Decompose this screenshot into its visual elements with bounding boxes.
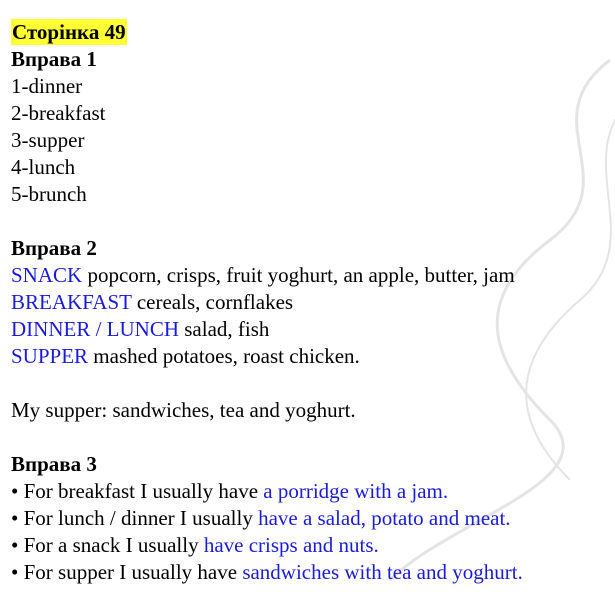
sentence-answer: have a salad, potato and meat. [258, 506, 511, 530]
exercise2-row [11, 289, 611, 316]
page-label: Сторінка 49 [12, 20, 126, 44]
sentence-answer: a porridge with a jam. [263, 479, 449, 503]
exercise2-row [11, 262, 611, 289]
food-items: cereals, cornflakes [131, 290, 294, 314]
exercise1-item: 4-lunch [11, 155, 76, 179]
sentence-start: • For supper I usually have [11, 560, 243, 584]
food-category: BREAKFAST [11, 290, 132, 314]
spacer [11, 370, 611, 397]
spacer [11, 208, 611, 235]
exercise3-sentence [11, 478, 611, 505]
sentence-start: • For lunch / dinner I usually [11, 506, 259, 530]
answer-page [11, 19, 611, 586]
exercise2-row [11, 343, 611, 370]
sentence-start: • For a snack I usually [11, 533, 204, 557]
food-category: SUPPER [11, 344, 89, 368]
exercise2-row [11, 316, 611, 343]
exercise2-heading: Вправа 2 [11, 236, 97, 260]
sentence-answer: sandwiches with tea and yoghurt. [242, 560, 523, 584]
food-items: popcorn, crisps, fruit yoghurt, an apple, butter, jam [82, 263, 515, 287]
exercise1-item: 5-brunch [11, 182, 87, 206]
food-items: salad, fish [179, 317, 270, 341]
food-items: mashed potatoes, roast chicken. [88, 344, 360, 368]
exercise3-sentence [11, 559, 611, 586]
exercise1-heading: Вправа 1 [11, 47, 97, 71]
food-category: SNACK [11, 263, 83, 287]
exercise3-sentence [11, 505, 611, 532]
spacer [11, 424, 611, 451]
exercise1-item: 2-breakfast [11, 101, 106, 125]
exercise1-item: 1-dinner [11, 74, 83, 98]
exercise1-item: 3-supper [11, 128, 85, 152]
exercise3-sentence [11, 532, 611, 559]
exercise3-heading: Вправа 3 [11, 452, 97, 476]
sentence-start: • For breakfast I usually have [11, 479, 264, 503]
my-supper-text: My supper: sandwiches, tea and yoghurt. [11, 398, 356, 422]
food-category: DINNER / LUNCH [11, 317, 179, 341]
sentence-answer: have crisps and nuts. [203, 533, 379, 557]
